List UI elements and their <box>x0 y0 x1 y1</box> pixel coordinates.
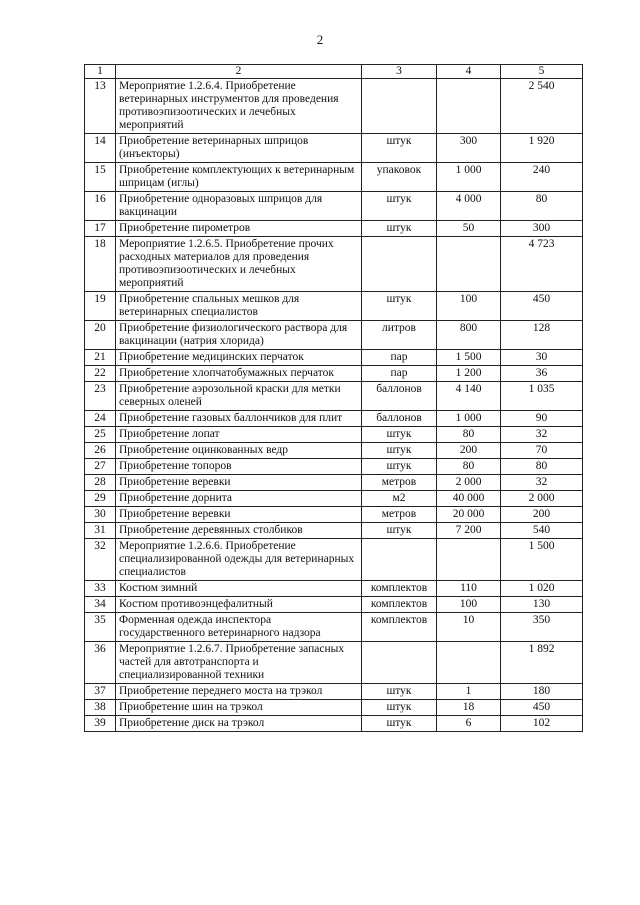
row-amount: 1 020 <box>501 581 583 597</box>
row-number: 25 <box>85 427 116 443</box>
row-quantity: 800 <box>437 321 501 350</box>
row-amount: 1 920 <box>501 134 583 163</box>
table-row <box>85 192 583 221</box>
row-number: 20 <box>85 321 116 350</box>
row-amount: 128 <box>501 321 583 350</box>
table-row <box>85 459 583 475</box>
row-unit: баллонов <box>362 411 437 427</box>
row-quantity: 1 500 <box>437 350 501 366</box>
table-row <box>85 134 583 163</box>
row-unit: баллонов <box>362 382 437 411</box>
row-amount: 102 <box>501 716 583 732</box>
row-unit <box>362 539 437 581</box>
table-row <box>85 382 583 411</box>
row-quantity <box>437 539 501 581</box>
table-row <box>85 321 583 350</box>
row-name: Приобретение хлопчатобумажных перчаток <box>116 366 362 382</box>
row-amount: 1 035 <box>501 382 583 411</box>
page-number: 2 <box>316 32 324 47</box>
row-quantity: 1 000 <box>437 163 501 192</box>
row-quantity: 20 000 <box>437 507 501 523</box>
row-name: Приобретение дорнита <box>116 491 362 507</box>
row-name: Приобретение диск на трэкол <box>116 716 362 732</box>
row-number: 30 <box>85 507 116 523</box>
row-quantity: 100 <box>437 292 501 321</box>
row-name: Приобретение одноразовых шприцов для вакцинации <box>116 192 362 221</box>
row-unit: штук <box>362 716 437 732</box>
row-quantity: 100 <box>437 597 501 613</box>
table-row <box>85 443 583 459</box>
table-row <box>85 700 583 716</box>
row-quantity: 1 000 <box>437 411 501 427</box>
table-row <box>85 350 583 366</box>
row-number: 24 <box>85 411 116 427</box>
row-quantity: 300 <box>437 134 501 163</box>
row-unit: упаковок <box>362 163 437 192</box>
row-number: 27 <box>85 459 116 475</box>
table-header-row <box>85 65 583 79</box>
row-quantity: 1 <box>437 684 501 700</box>
row-number: 31 <box>85 523 116 539</box>
row-unit: штук <box>362 700 437 716</box>
row-name: Приобретение медицинских перчаток <box>116 350 362 366</box>
row-name: Костюм противоэнцефалитный <box>116 597 362 613</box>
row-unit: штук <box>362 192 437 221</box>
row-amount: 350 <box>501 613 583 642</box>
row-quantity: 80 <box>437 459 501 475</box>
row-amount: 300 <box>501 221 583 237</box>
row-name: Приобретение веревки <box>116 475 362 491</box>
row-unit: штук <box>362 459 437 475</box>
table-body <box>85 79 583 732</box>
row-number: 26 <box>85 443 116 459</box>
row-unit: штук <box>362 221 437 237</box>
row-number: 37 <box>85 684 116 700</box>
row-name: Приобретение деревянных столбиков <box>116 523 362 539</box>
row-unit <box>362 79 437 134</box>
row-number: 19 <box>85 292 116 321</box>
row-quantity: 4 000 <box>437 192 501 221</box>
table-row <box>85 523 583 539</box>
expenditure-table <box>84 64 583 732</box>
row-amount: 70 <box>501 443 583 459</box>
row-number: 18 <box>85 237 116 292</box>
row-quantity <box>437 642 501 684</box>
row-number: 28 <box>85 475 116 491</box>
row-name: Мероприятие 1.2.6.4. Приобретение ветеринарных инструментов для проведения противоэпизоотических и лечебных мероприятий <box>116 79 362 134</box>
row-amount: 90 <box>501 411 583 427</box>
row-number: 38 <box>85 700 116 716</box>
row-quantity: 4 140 <box>437 382 501 411</box>
table-row <box>85 597 583 613</box>
row-quantity: 1 200 <box>437 366 501 382</box>
row-amount: 80 <box>501 192 583 221</box>
header-col-4: 4 <box>437 65 501 79</box>
row-unit: комплектов <box>362 597 437 613</box>
row-name: Приобретение ветеринарных шприцов (инъекторы) <box>116 134 362 163</box>
row-name: Мероприятие 1.2.6.5. Приобретение прочих расходных материалов для проведения противоэпизоотических и лечебных мероприятий <box>116 237 362 292</box>
table-row <box>85 292 583 321</box>
row-unit: штук <box>362 134 437 163</box>
row-name: Приобретение газовых баллончиков для плит <box>116 411 362 427</box>
row-name: Приобретение оцинкованных ведр <box>116 443 362 459</box>
row-name: Форменная одежда инспектора государственного ветеринарного надзора <box>116 613 362 642</box>
table-row <box>85 221 583 237</box>
header-col-3: 3 <box>362 65 437 79</box>
table-row <box>85 507 583 523</box>
row-name: Приобретение комплектующих к ветеринарным шприцам (иглы) <box>116 163 362 192</box>
row-number: 34 <box>85 597 116 613</box>
row-number: 23 <box>85 382 116 411</box>
row-number: 15 <box>85 163 116 192</box>
row-number: 21 <box>85 350 116 366</box>
row-amount: 36 <box>501 366 583 382</box>
row-amount: 2 540 <box>501 79 583 134</box>
row-number: 32 <box>85 539 116 581</box>
row-unit: метров <box>362 507 437 523</box>
row-name: Мероприятие 1.2.6.6. Приобретение специализированной одежды для ветеринарных специалистов <box>116 539 362 581</box>
row-number: 14 <box>85 134 116 163</box>
row-unit <box>362 642 437 684</box>
row-name: Приобретение спальных мешков для ветеринарных специалистов <box>116 292 362 321</box>
row-quantity: 6 <box>437 716 501 732</box>
row-amount: 200 <box>501 507 583 523</box>
row-number: 13 <box>85 79 116 134</box>
row-name: Приобретение веревки <box>116 507 362 523</box>
row-amount: 450 <box>501 700 583 716</box>
table-row <box>85 237 583 292</box>
row-name: Мероприятие 1.2.6.7. Приобретение запасных частей для автотранспорта и специализированной техники <box>116 642 362 684</box>
row-unit: штук <box>362 292 437 321</box>
row-amount: 2 000 <box>501 491 583 507</box>
row-number: 16 <box>85 192 116 221</box>
row-name: Приобретение аэрозольной краски для метки северных оленей <box>116 382 362 411</box>
row-unit: м2 <box>362 491 437 507</box>
row-number: 36 <box>85 642 116 684</box>
table-row <box>85 684 583 700</box>
row-number: 22 <box>85 366 116 382</box>
row-name: Приобретение топоров <box>116 459 362 475</box>
header-col-5: 5 <box>501 65 583 79</box>
table-row <box>85 79 583 134</box>
row-amount: 32 <box>501 427 583 443</box>
row-amount: 1 892 <box>501 642 583 684</box>
row-amount: 30 <box>501 350 583 366</box>
row-unit: литров <box>362 321 437 350</box>
row-amount: 540 <box>501 523 583 539</box>
table-row <box>85 642 583 684</box>
row-amount: 32 <box>501 475 583 491</box>
row-unit: пар <box>362 350 437 366</box>
row-name: Приобретение физиологического раствора для вакцинации (натрия хлорида) <box>116 321 362 350</box>
row-amount: 1 500 <box>501 539 583 581</box>
table-row <box>85 366 583 382</box>
row-unit: комплектов <box>362 613 437 642</box>
row-number: 35 <box>85 613 116 642</box>
row-quantity: 18 <box>437 700 501 716</box>
row-unit <box>362 237 437 292</box>
row-amount: 180 <box>501 684 583 700</box>
table-row <box>85 716 583 732</box>
header-col-2: 2 <box>116 65 362 79</box>
row-number: 39 <box>85 716 116 732</box>
row-quantity: 40 000 <box>437 491 501 507</box>
row-amount: 4 723 <box>501 237 583 292</box>
row-quantity: 80 <box>437 427 501 443</box>
row-quantity <box>437 79 501 134</box>
row-unit: комплектов <box>362 581 437 597</box>
row-unit: метров <box>362 475 437 491</box>
row-quantity: 200 <box>437 443 501 459</box>
row-quantity: 110 <box>437 581 501 597</box>
table-row <box>85 427 583 443</box>
table-row <box>85 163 583 192</box>
row-unit: пар <box>362 366 437 382</box>
table-row <box>85 581 583 597</box>
row-name: Приобретение пирометров <box>116 221 362 237</box>
row-unit: штук <box>362 443 437 459</box>
row-quantity: 7 200 <box>437 523 501 539</box>
row-amount: 130 <box>501 597 583 613</box>
row-unit: штук <box>362 684 437 700</box>
row-quantity: 50 <box>437 221 501 237</box>
table-row <box>85 539 583 581</box>
row-amount: 240 <box>501 163 583 192</box>
row-amount: 450 <box>501 292 583 321</box>
row-quantity: 2 000 <box>437 475 501 491</box>
row-quantity: 10 <box>437 613 501 642</box>
row-name: Приобретение лопат <box>116 427 362 443</box>
row-unit: штук <box>362 427 437 443</box>
row-amount: 80 <box>501 459 583 475</box>
table-row <box>85 411 583 427</box>
row-number: 33 <box>85 581 116 597</box>
row-number: 17 <box>85 221 116 237</box>
row-quantity <box>437 237 501 292</box>
row-unit: штук <box>362 523 437 539</box>
row-number: 29 <box>85 491 116 507</box>
row-name: Приобретение переднего моста на трэкол <box>116 684 362 700</box>
table-row <box>85 491 583 507</box>
header-col-1: 1 <box>85 65 116 79</box>
row-name: Приобретение шин на трэкол <box>116 700 362 716</box>
row-name: Костюм зимний <box>116 581 362 597</box>
table-row <box>85 613 583 642</box>
table-row <box>85 475 583 491</box>
